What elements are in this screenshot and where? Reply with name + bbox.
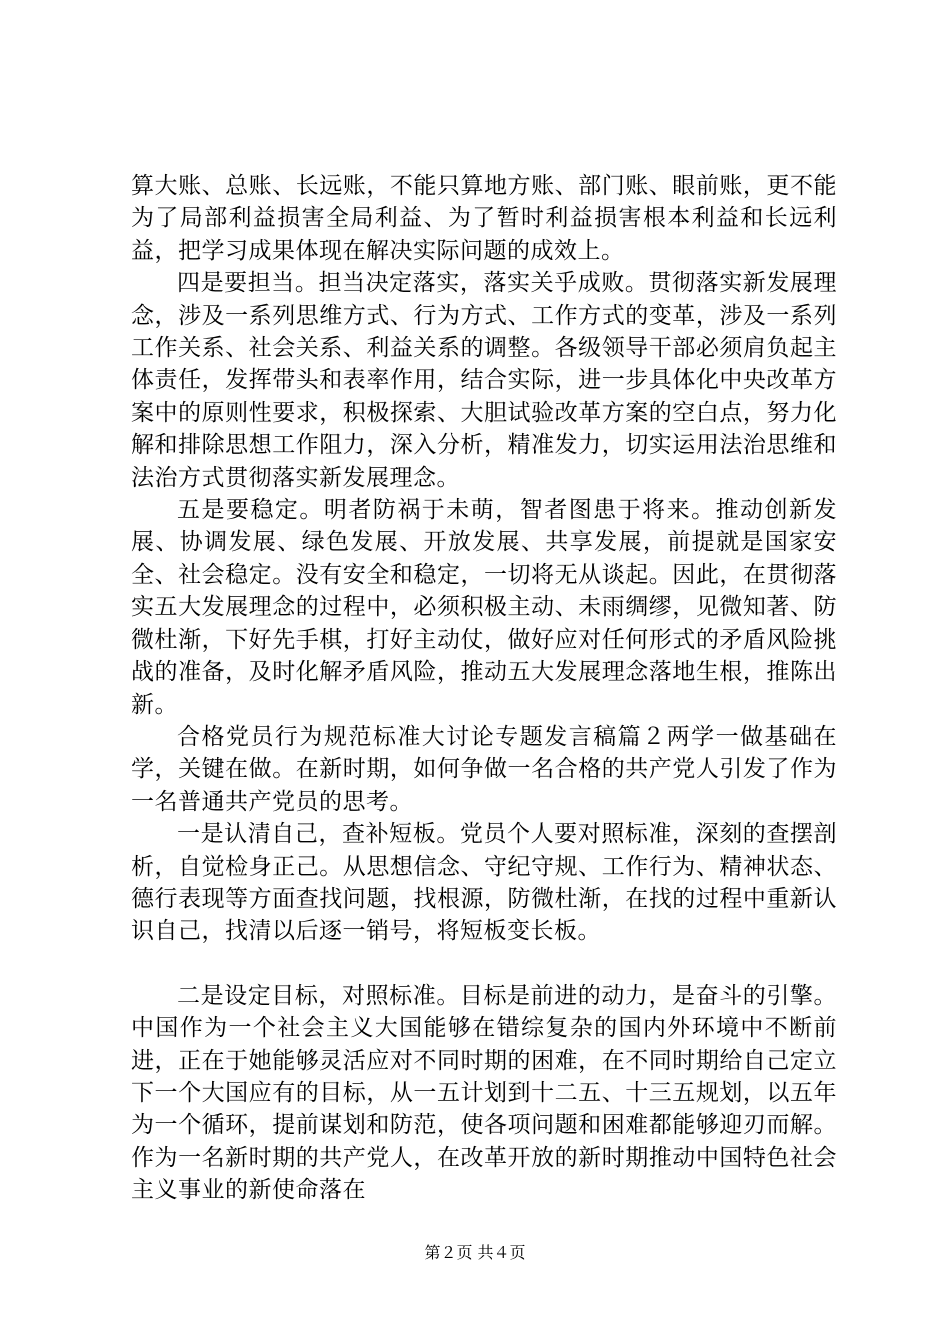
paragraph-4: 合格党员行为规范标准大讨论专题发言稿篇２两学一做基础在学，关键在做。在新时期，如何争做一名合格的共产党人引发了作为一名普通共产党员的思考。	[131, 723, 837, 815]
paragraph-6: 二是设定目标，对照标准。目标是前进的动力，是奋斗的引擎。中国作为一个社会主义大国能够在错综复杂的国内外环境中不断前进，正在于她能够灵活应对不同时期的困难，在不同时期给自己定立下一个大国应有的目标，从一五计划到十二五、十三五规划，以五年为一个循环，提前谋划和防范，使各项问题和困难都能够迎刃而解。作为一名新时期的共产党人，在改革开放的新时期推动中国特色社会主义事业的新使命落在	[131, 982, 837, 1204]
paragraph-2: 四是要担当。担当决定落实，落实关乎成败。贯彻落实新发展理念，涉及一系列思维方式、行为方式、工作方式的变革，涉及一系列工作关系、社会关系、利益关系的调整。各级领导干部必须肩负起主体责任，发挥带头和表率作用，结合实际，进一步具体化中央改革方案中的原则性要求，积极探索、大胆试验改革方案的空白点，努力化解和排除思想工作阻力，深入分析，精准发力，切实运用法治思维和法治方式贯彻落实新发展理念。	[131, 270, 837, 491]
paragraph-5: 一是认清自己，查补短板。党员个人要对照标准，深刻的查摆剖析，自觉检身正己。从思想信念、守纪守规、工作行为、精神状态、德行表现等方面查找问题，找根源，防微杜渐，在找的过程中重新认识自己，找清以后逐一销号，将短板变长板。	[131, 821, 837, 945]
paragraph-3: 五是要稳定。明者防祸于未萌，智者图患于将来。推动创新发展、协调发展、绿色发展、开放发展、共享发展，前提就是国家安全、社会稳定。没有安全和稳定，一切将无从谈起。因此，在贯彻落实五大发展理念的过程中，必须积极主动、未雨绸缪，见微知著、防微杜渐，下好先手棋，打好主动仗，做好应对任何形式的矛盾风险挑战的准备，及时化解矛盾风险，推动五大发展理念落地生根，推陈出新。	[131, 497, 837, 718]
document-body	[131, 170, 837, 1207]
paragraph-1: 算大账、总账、长远账，不能只算地方账、部门账、眼前账，更不能为了局部利益损害全局利益、为了暂时利益损害根本利益和长远利益，把学习成果体现在解决实际问题的成效上。	[131, 173, 837, 264]
page-footer: 第２页 共４页	[424, 1243, 526, 1262]
